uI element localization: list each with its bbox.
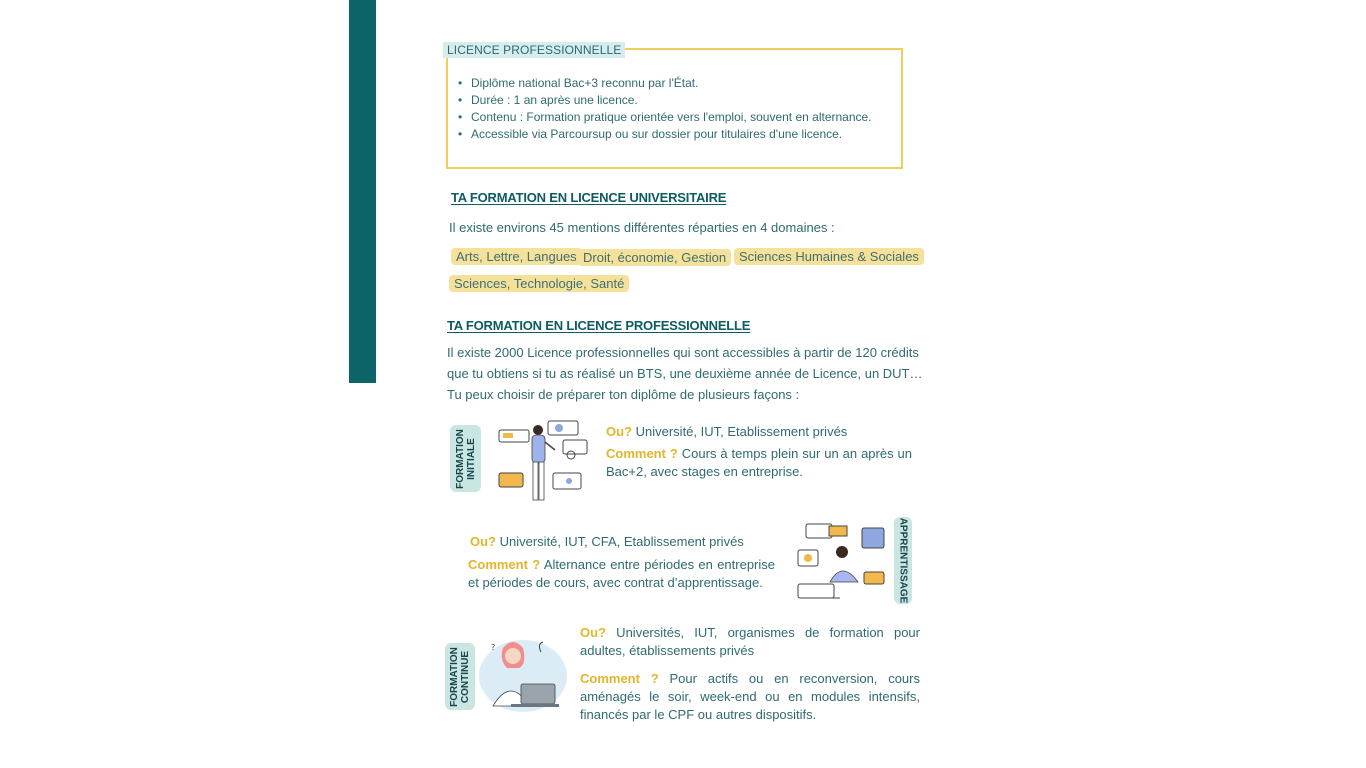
ou-text: Universités, IUT, organismes de formation pour adultes, établissements privés bbox=[580, 625, 920, 658]
apprentissage-comment bbox=[468, 556, 775, 592]
intro-line: Tu peux choisir de préparer ton diplôme de plusieurs façons : bbox=[447, 387, 800, 402]
intro-line: Il existe 2000 Licence professionnelles qui sont accessibles à partir de 120 crédits bbox=[447, 345, 919, 360]
continue-ou bbox=[580, 624, 920, 660]
domain-tag: Sciences, Technologie, Santé bbox=[449, 275, 629, 292]
list-item: • Contenu : Formation pratique orientée vers l'emploi, souvent en alternance. bbox=[458, 109, 872, 126]
universitaire-heading: TA FORMATION EN LICENCE UNIVERSITAIRE bbox=[451, 190, 727, 205]
professionnelle-heading: TA FORMATION EN LICENCE PROFESSIONNELLE bbox=[447, 318, 751, 333]
comment-text: Cours à temps plein sur un an après un Bac+2, avec stages en entreprise. bbox=[606, 446, 912, 479]
list-item: • Diplôme national Bac+3 reconnu par l'État. bbox=[458, 75, 872, 92]
man-presenting-illustration bbox=[493, 418, 593, 510]
ou-label: Ou? bbox=[606, 424, 632, 439]
ou-text: Université, IUT, CFA, Etablissement privés bbox=[496, 534, 744, 549]
label-line: FORMATION bbox=[454, 428, 466, 489]
initiale-ou bbox=[606, 423, 912, 441]
list-item: • Accessible via Parcoursup ou sur dossier pour titulaires d'une licence. bbox=[458, 126, 872, 143]
comment-label: Comment ? bbox=[606, 446, 678, 461]
formation-initiale-label bbox=[450, 425, 481, 492]
svg-text:?: ? bbox=[491, 643, 496, 652]
comment-text: Pour actifs ou en reconversion, cours aménagés le soir, week-end ou en modules intensifs, financés par le CPF ou autres dispositifs. bbox=[580, 671, 920, 722]
apprentissage-ou bbox=[470, 533, 780, 551]
initiale-comment bbox=[606, 445, 912, 481]
universitaire-intro: Il existe environs 45 mentions différentes réparties en 4 domaines : bbox=[449, 220, 835, 235]
licence-pro-box-title: LICENCE PROFESSIONNELLE bbox=[443, 42, 625, 58]
ou-text: Université, IUT, Etablissement privés bbox=[632, 424, 848, 439]
label-line: CONTINUE bbox=[460, 650, 471, 703]
domain-tag: Sciences Humaines & Sociales bbox=[734, 248, 924, 265]
list-item: • Durée : 1 an après une licence. bbox=[458, 92, 872, 109]
apprentissage-label bbox=[894, 517, 912, 604]
licence-pro-list bbox=[458, 75, 872, 143]
label-line: FORMATION bbox=[449, 646, 460, 707]
comment-label: Comment ? bbox=[468, 557, 541, 572]
intro-line: que tu obtiens si tu as réalisé un BTS, une deuxième année de Licence, un DUT… bbox=[447, 366, 923, 381]
domain-tag: Droit, économie, Gestion bbox=[578, 249, 731, 266]
side-accent-bar bbox=[349, 0, 376, 383]
professionnelle-intro bbox=[447, 342, 923, 405]
continue-comment bbox=[580, 670, 920, 724]
comment-label: Comment ? bbox=[580, 671, 659, 686]
domain-tag: Arts, Lettre, Langues bbox=[451, 248, 582, 265]
ou-label: Ou? bbox=[580, 625, 606, 640]
label-line: INITIALE bbox=[465, 437, 477, 480]
comment-text: Alternance entre périodes en entreprise et périodes de cours, avec contrat d’apprentissage. bbox=[468, 557, 776, 590]
label-line: APPRENTISSAGE bbox=[897, 517, 909, 604]
woman-laptop-charts-illustration bbox=[792, 520, 888, 602]
woman-working-laptop-illustration bbox=[471, 634, 569, 714]
ou-label: Ou? bbox=[470, 534, 496, 549]
